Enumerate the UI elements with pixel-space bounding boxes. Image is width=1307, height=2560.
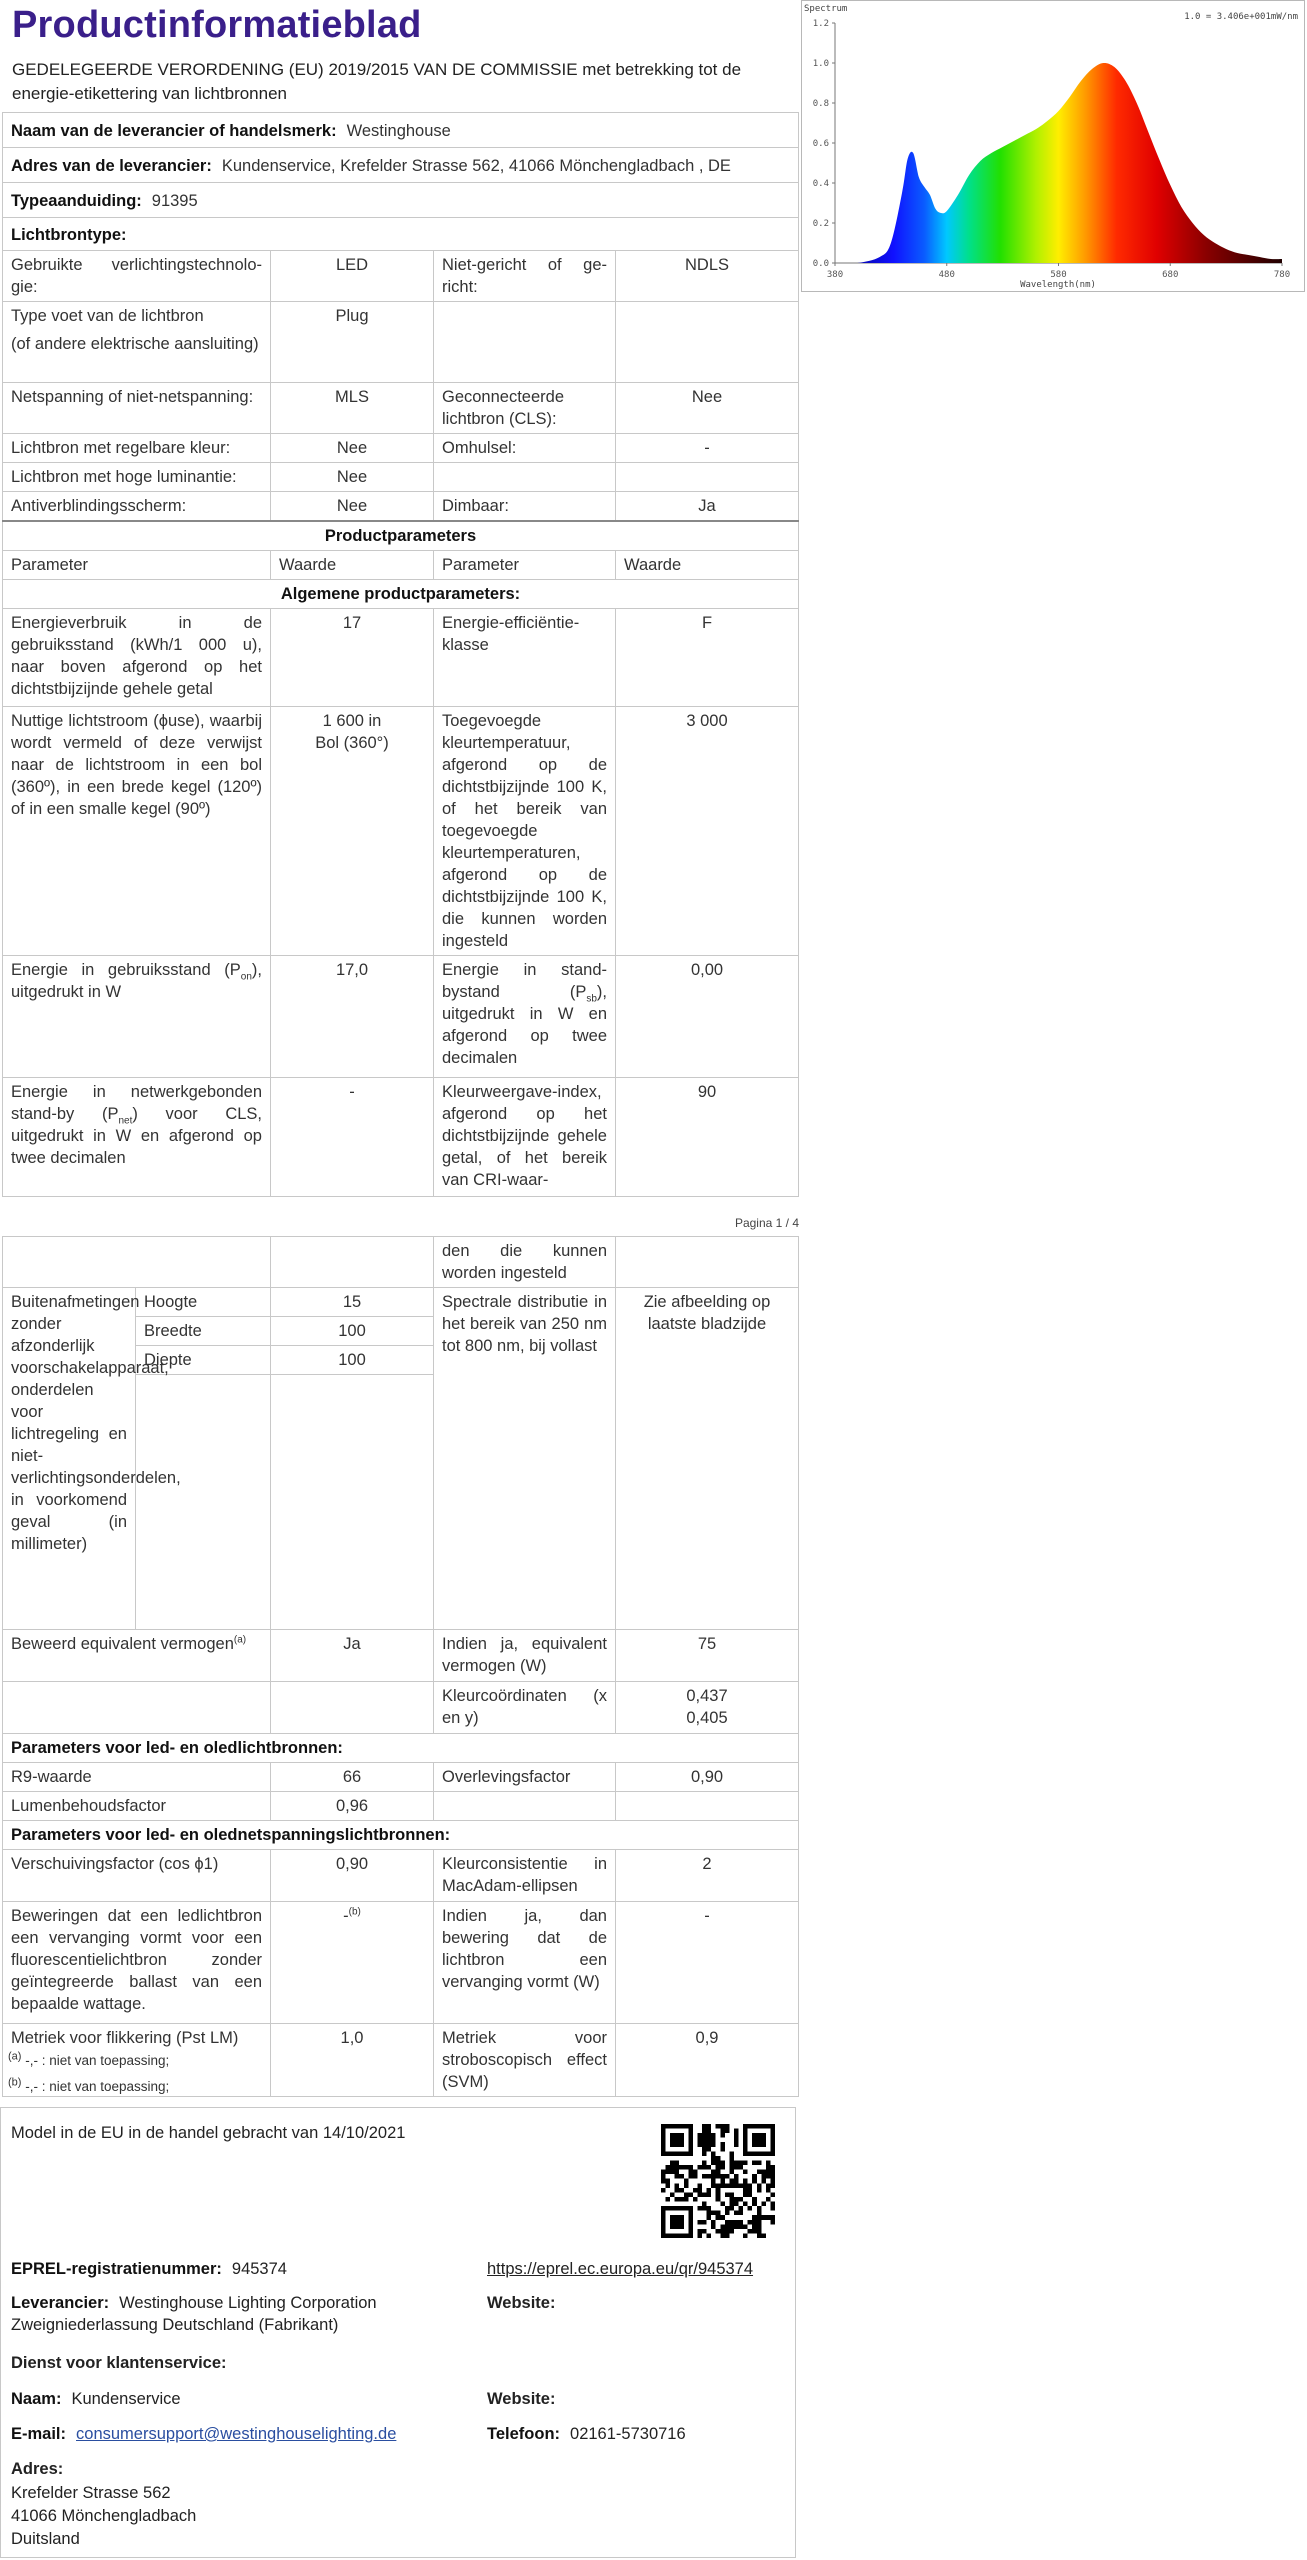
dims-blank2 [271, 1375, 434, 1630]
psb-label-a: Energie in stand-bystand (P [442, 961, 607, 1001]
energy-use-value: 17 [271, 609, 434, 707]
page-subtitle: GEDELEGEERDE VERORDENING (EU) 2019/2015 VAN DE COMMISSIE met betrekking tot de energie-etikettering van lichtbronnen [12, 60, 742, 103]
dims-blank [136, 1375, 271, 1630]
flux-value-line1: 1 600 in [322, 712, 382, 730]
footnote-b-mark: (b) [8, 2076, 22, 2089]
ls-row1-label2 [434, 302, 616, 383]
type-value: 91395 [151, 192, 198, 210]
flux-value-line2: Bol (360°) [315, 734, 389, 752]
footnote-b [8, 2076, 170, 2094]
spectrum-y-tick-label: 0.6 [812, 139, 829, 149]
macadam-label: Kleurconsistentie in MacAdam-ellipsen [434, 1850, 616, 1902]
pnet-label-sub: net [118, 1115, 133, 1127]
col-value-2: Waarde [616, 551, 799, 580]
ls-row5-label: Antiverblindingsscherm: [3, 492, 271, 522]
spectral-label: Spectrale distributie in het bereik van 250 nm tot 800 nm, bij vollast [434, 1288, 616, 1630]
service-label: Dienst voor klantenservice: [11, 2354, 227, 2372]
dims-label: Buitenafmetingen zonder afzonderlijk voorschakelapparaat, onderdelen voor lichtregeling en niet-verlichtingsonderdelen, in voorkomend geval (in millimeter) [3, 1288, 136, 1630]
mains-heading: Parameters voor led- en olednetspanningslichtbronnen: [3, 1821, 799, 1850]
ls-row4-value2 [616, 463, 799, 492]
ls-row0-label: Gebruikte verlichtingstechnolo-gie: [3, 251, 271, 302]
spectral-value: Zie afbeelding op laatste bladzijde [616, 1288, 799, 1630]
address-label: Adres: [11, 2460, 64, 2478]
ls-row1-label-line2: (of andere elektrische aansluiting) [11, 335, 259, 353]
supplier-name-label: Naam van de leverancier of handelsmerk: [11, 122, 337, 140]
survival-value: 0,90 [616, 1763, 799, 1792]
address-line3: Duitsland [11, 2530, 80, 2548]
cos-value: 0,90 [271, 1850, 434, 1902]
replace-value-sup: (b) [348, 1906, 361, 1918]
cri-cont-blank [3, 1237, 271, 1288]
service-name-label: Naam: [11, 2390, 62, 2408]
ls-row5-value2: Ja [616, 492, 799, 522]
psb-label-sub: sb [586, 993, 597, 1005]
r9-label: R9-waarde [3, 1763, 271, 1792]
spectrum-annotation: 1.0 = 3.406e+001mW/nm [1184, 12, 1298, 22]
pon-value: 17,0 [271, 956, 434, 1078]
ls-row4-value: Nee [271, 463, 434, 492]
cos-label: Verschuivingsfactor (cos ϕ1) [3, 1850, 271, 1902]
energy-use-label: Energieverbruik in de gebruiksstand (kWh/1 000 u), naar boven afgerond op het dichtstbijzijnde gehele getal [3, 609, 271, 707]
coord-x: 0,437 [686, 1687, 728, 1705]
height-label: Hoogte [136, 1288, 271, 1317]
flux-value [271, 707, 434, 956]
service-name-value: Kundenservice [71, 2390, 181, 2408]
coord-y: 0,405 [686, 1709, 728, 1727]
supplier-address-row [3, 148, 799, 183]
pnet-label [3, 1078, 271, 1197]
ls-row5-label2: Dimbaar: [434, 492, 616, 522]
eprel-row [11, 2258, 287, 2280]
col-param-2: Parameter [434, 551, 616, 580]
page1-table [2, 112, 799, 1197]
r9-value: 66 [271, 1763, 434, 1792]
qr-code-icon[interactable] [661, 2124, 775, 2238]
email-row [11, 2423, 396, 2445]
type-row [3, 183, 799, 218]
phone-value: 02161-5730716 [570, 2425, 686, 2443]
spectrum-svg [802, 1, 1304, 291]
cri-label-bottom: den die kunnen worden ingesteld [434, 1237, 616, 1288]
ls-row3-label2: Omhulsel: [434, 434, 616, 463]
depth-value: 100 [271, 1346, 434, 1375]
replace-label: Beweringen dat een ledlichtbron een vervanging vormt voor een fluorescentielichtbron zonder geïntegreerde ballast van een bepaalde wattage. [3, 1902, 271, 2024]
led-heading: Parameters voor led- en oledlichtbronnen: [3, 1734, 799, 1763]
spectrum-y-tick-label: 0.0 [812, 259, 829, 269]
cri-cont-blank2 [271, 1237, 434, 1288]
pon-label-a: Energie in gebruiksstand (P [11, 961, 241, 979]
spectrum-title: Spectrum [804, 4, 848, 14]
replace-w-value: - [616, 1902, 799, 2024]
spectrum-x-tick-label: 780 [1273, 270, 1291, 280]
ls-row2-label2: Geconnecteerde lichtbron (CLS): [434, 383, 616, 434]
ls-row1-label [3, 302, 271, 383]
spectrum-x-tick-label: 380 [826, 270, 844, 280]
spectrum-x-tick-label: 580 [1050, 270, 1067, 280]
address-line1: Krefelder Strasse 562 [11, 2484, 171, 2502]
cct-label: Toegevoegde kleurtemperatuur, afgerond op de dichtstbijzijnde 100 K, of het bereik van toegevoegde kleurtemperaturen, afgerond op de dichtstbijzijnde 100 K, die kunnen worden ingesteld [434, 707, 616, 956]
spectrum-y-tick-label: 0.8 [812, 99, 829, 109]
ls-row0-value: LED [271, 251, 434, 302]
replace-w-label: Indien ja, dan bewering dat de lichtbron een vervanging vormt (W) [434, 1902, 616, 2024]
ls-row3-value2: - [616, 434, 799, 463]
supplier-address-value: Kundenservice, Krefelder Strasse 562, 41066 Mönchengladbach , DE [221, 157, 731, 175]
lightsource-heading: Lichtbrontype: [3, 218, 799, 251]
ls-row4-label2 [434, 463, 616, 492]
footer-supplier-label: Leverancier: [11, 2294, 110, 2312]
col-param-1: Parameter [3, 551, 271, 580]
address-line2: 41066 Mönchengladbach [11, 2507, 197, 2525]
equiv-power-label: Indien ja, equivalent vermogen (W) [434, 1630, 616, 1682]
page-number: Pagina 1 / 4 [734, 1216, 799, 1230]
type-label: Typeaanduiding: [11, 192, 142, 210]
page-title: Productinformatieblad [12, 4, 422, 46]
footer-website-label: Website: [487, 2294, 556, 2312]
ls-row5-value: Nee [271, 492, 434, 522]
footnote-a [8, 2050, 170, 2068]
service-name-row [11, 2388, 181, 2410]
lumen-label: Lumenbehoudsfactor [3, 1792, 271, 1821]
macadam-value: 2 [616, 1850, 799, 1902]
phone-label: Telefoon: [487, 2425, 561, 2443]
psb-label [434, 956, 616, 1078]
psb-label-b: ), uitgedrukt in W en afgerond op twee decimalen [442, 983, 607, 1067]
email-label: E-mail: [11, 2425, 67, 2443]
coord-blank2 [271, 1682, 434, 1734]
cri-value: 90 [616, 1078, 799, 1197]
footnote-a-text: -,- : niet van toepassing; [25, 2053, 170, 2068]
pnet-label-b: ) voor CLS, uitgedrukt in W en afgerond op twee decimalen [11, 1105, 262, 1167]
claimed-power-sup: (a) [233, 1634, 247, 1646]
flux-label: Nuttige lichtstroom (ϕuse), waarbij wordt vermeld of deze verwijst naar de lichtstroom in een bol (360º), in een brede kegel (120º) of in een smalle kegel (90º) [3, 707, 271, 956]
pon-label [3, 956, 271, 1078]
coord-value [616, 1682, 799, 1734]
ls-row1-value2 [616, 302, 799, 383]
lumen-blank [434, 1792, 616, 1821]
ls-row0-label2: Niet-gericht of ge-richt: [434, 251, 616, 302]
depth-label: Diepte [136, 1346, 271, 1375]
lumen-value: 0,96 [271, 1792, 434, 1821]
psb-value: 0,00 [616, 956, 799, 1078]
spectrum-curve [835, 63, 1282, 263]
replace-value [271, 1902, 434, 2024]
service-website-label: Website: [487, 2390, 556, 2408]
cct-value: 3 000 [616, 707, 799, 956]
supplier-row [11, 2292, 471, 2336]
spectrum-y-tick-label: 0.2 [812, 219, 829, 229]
flicker-value: 1,0 [271, 2024, 434, 2097]
claimed-power-label [3, 1630, 271, 1682]
ls-row3-value: Nee [271, 434, 434, 463]
spectrum-x-tick-label: 480 [938, 270, 955, 280]
energy-class-label: Energie-efficiëntie-klasse [434, 609, 616, 707]
energy-class-value: F [616, 609, 799, 707]
product-params-heading: Productparameters [3, 521, 799, 551]
general-params-heading: Algemene productparameters: [3, 580, 799, 609]
pon-label-sub: on [240, 971, 252, 983]
phone-row [487, 2423, 686, 2445]
spectrum-y-tick-label: 0.4 [812, 179, 829, 189]
coord-blank [3, 1682, 271, 1734]
ls-row1-label-line1: Type voet van de lichtbron [11, 307, 204, 325]
spectrum-y-tick-label: 1.2 [812, 19, 829, 29]
flicker-label: Metriek voor flikkering (Pst LM) [3, 2024, 271, 2097]
width-label: Breedte [136, 1317, 271, 1346]
coord-label: Kleurcoördinaten (x en y) [434, 1682, 616, 1734]
svm-value: 0,9 [616, 2024, 799, 2097]
ls-row4-label: Lichtbron met hoge luminantie: [3, 463, 271, 492]
spectrum-x-tick-label: 680 [1162, 270, 1179, 280]
cri-label-top: Kleurweergave-index, afgerond op het dichtstbijzijnde gehele getal, of het bereik van CRI-waar- [434, 1078, 616, 1197]
cri-cont-blank3 [616, 1237, 799, 1288]
equiv-power-value: 75 [616, 1630, 799, 1682]
lumen-blank2 [616, 1792, 799, 1821]
email-link[interactable]: consumersupport@westinghouselighting.de [76, 2425, 397, 2443]
footnote-a-mark: (a) [8, 2050, 22, 2063]
spectrum-xlabel: Wavelength(nm) [1020, 280, 1096, 290]
ls-row2-value2: Nee [616, 383, 799, 434]
width-value: 100 [271, 1317, 434, 1346]
spectrum-y-tick-label: 1.0 [812, 59, 829, 69]
height-value: 15 [271, 1288, 434, 1317]
eprel-link[interactable]: https://eprel.ec.europa.eu/qr/945374 [487, 2260, 754, 2278]
eprel-label: EPREL-registratienummer: [11, 2260, 222, 2278]
replace-value-text: - [343, 1907, 349, 1925]
eprel-value: 945374 [231, 2260, 287, 2278]
supplier-name-value: Westinghouse [346, 122, 451, 140]
page2-table [2, 1236, 799, 2097]
ls-row0-value2: NDLS [616, 251, 799, 302]
svm-label: Metriek voor stroboscopisch effect (SVM) [434, 2024, 616, 2097]
claimed-power-text: Beweerd equivalent vermogen [11, 1635, 234, 1653]
ls-row1-value: Plug [271, 302, 434, 383]
claimed-power-value: Ja [271, 1630, 434, 1682]
spectrum-chart [801, 0, 1305, 292]
survival-label: Overlevingsfactor [434, 1763, 616, 1792]
pnet-label-a: Energie in netwerkgebonden stand-by (P [11, 1083, 262, 1123]
footer-supplier-value: Westinghouse Lighting Corporation Zweigniederlassung Deutschland (Fabrikant) [11, 2294, 377, 2334]
ls-row2-label: Netspanning of niet-netspanning: [3, 383, 271, 434]
ls-row2-value: MLS [271, 383, 434, 434]
market-text: Model in de EU in de handel gebracht van 14/10/2021 [11, 2124, 406, 2142]
footnote-b-text: -,- : niet van toepassing; [25, 2079, 170, 2094]
footer-box [0, 2107, 796, 2558]
pon-label-b: ), uitgedrukt in W [11, 961, 262, 1001]
col-value-1: Waarde [271, 551, 434, 580]
ls-row3-label: Lichtbron met regelbare kleur: [3, 434, 271, 463]
supplier-address-label: Adres van de leverancier: [11, 157, 212, 175]
supplier-name-row [3, 113, 799, 148]
pnet-value: - [271, 1078, 434, 1197]
